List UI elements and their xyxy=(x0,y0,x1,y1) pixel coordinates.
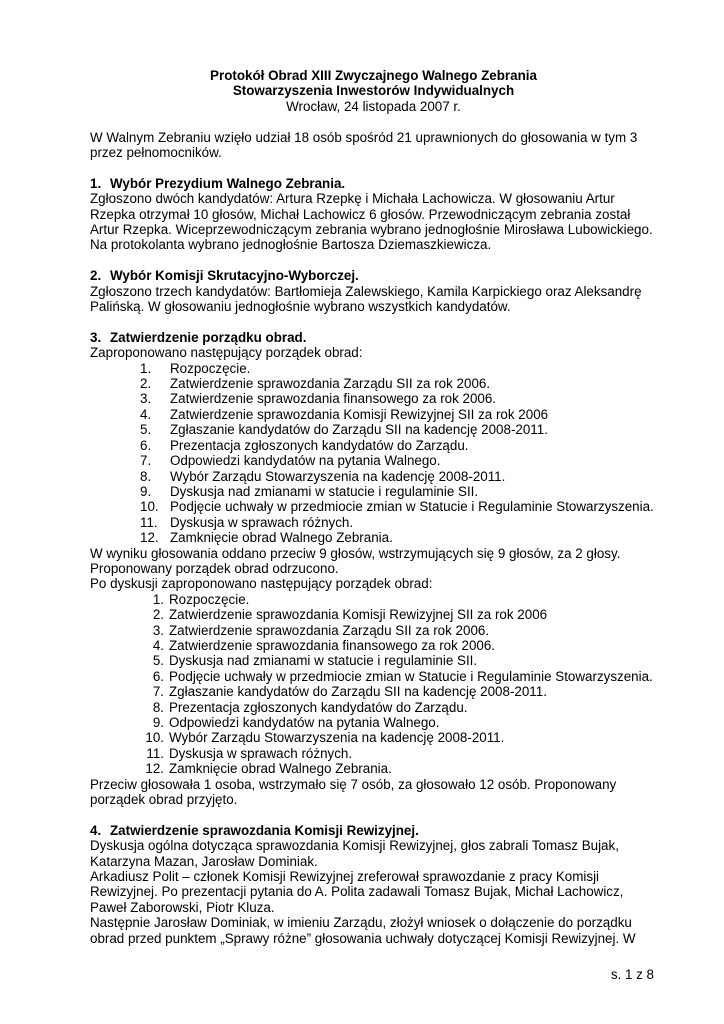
list-number: 3. xyxy=(152,622,164,638)
list-item xyxy=(90,530,657,545)
agenda-intro: Zaproponowano następujący porządek obrad: xyxy=(90,345,363,361)
list-item xyxy=(90,653,657,668)
list-number: 4. xyxy=(140,406,152,422)
list-text: Dyskusja w sprawach różnych. xyxy=(169,745,353,761)
list-text: Prezentacja zgłoszonych kandydatów do Zarządu. xyxy=(169,699,468,715)
section-1-heading xyxy=(90,176,657,191)
list-number: 8. xyxy=(140,468,152,484)
section-number: 1. xyxy=(90,175,102,191)
section-1-line: Zgłoszono dwóch kandydatów: Artura Rzepkę i Michała Lachowicza. W głosowaniu Artur xyxy=(90,191,615,207)
list-text: Rozpoczęcie. xyxy=(170,360,251,376)
list-item xyxy=(90,453,657,468)
vote-result-line: porządek obrad przyjęto. xyxy=(90,792,238,808)
list-item xyxy=(90,730,657,745)
section-4-line: Katarzyna Mazan, Jarosław Dominiak. xyxy=(90,853,318,869)
list-item xyxy=(90,623,657,638)
intro-line: przez pełnomocników. xyxy=(90,145,222,161)
document-subtitle: Stowarzyszenia Inwestorów Indywidualnych xyxy=(232,83,515,99)
list-text: Dyskusja nad zmianami w statucie i regulaminie SII. xyxy=(169,653,478,669)
list-number: 9. xyxy=(140,483,152,499)
list-number: 1. xyxy=(140,360,152,376)
list-number: 7. xyxy=(140,453,152,469)
list-text: Rozpoczęcie. xyxy=(169,591,250,607)
list-item xyxy=(90,669,657,684)
list-item xyxy=(90,746,657,761)
list-number: 11. xyxy=(146,745,164,761)
document-page xyxy=(90,68,657,946)
list-number: 5. xyxy=(152,653,164,669)
list-text: Podjęcie uchwały w przedmiocie zmian w Statucie i Regulaminie Stowarzyszenia. xyxy=(169,668,653,684)
intro-line: W Walnym Zebraniu wzięło udział 18 osób spośród 21 uprawnionych do głosowania w tym 3 xyxy=(90,129,638,145)
section-2-line: Zgłoszono trzech kandydatów: Bartłomieja Zalewskiego, Kamila Karpickiego oraz Aleksandrę xyxy=(90,283,642,299)
vote-result-line: Proponowany porządek obrad odrzucono. xyxy=(90,560,339,576)
list-number: 9. xyxy=(152,715,164,730)
list-item xyxy=(90,607,657,622)
list-number: 10. xyxy=(145,730,164,746)
list-item xyxy=(90,761,657,776)
proposed-agenda-list xyxy=(90,361,657,546)
list-item xyxy=(90,638,657,653)
list-text: Zamknięcie obrad Walnego Zebrania. xyxy=(169,761,392,777)
list-number: 5. xyxy=(140,422,152,438)
list-text: Odpowiedzi kandydatów na pytania Walnego. xyxy=(169,715,440,730)
section-1-line: Artur Rzepka. Wiceprzewodniczącym zebrania wybrano jednogłośnie Mirosława Lubowickiego. xyxy=(90,222,653,238)
section-2-heading xyxy=(90,268,657,283)
list-item xyxy=(90,484,657,499)
list-number: 6. xyxy=(140,437,152,453)
list-number: 11. xyxy=(140,514,158,530)
section-4-heading xyxy=(90,823,657,838)
vote-result-line: Przeciw głosowała 1 osoba, wstrzymało się 7 osób, za głosowało 12 osób. Proponowany xyxy=(90,776,617,792)
list-item xyxy=(90,715,657,730)
list-number: 4. xyxy=(152,637,164,653)
list-number: 2. xyxy=(152,607,164,623)
list-item xyxy=(90,469,657,484)
list-item xyxy=(90,361,657,376)
list-text: Dyskusja w sprawach różnych. xyxy=(170,514,354,530)
list-item xyxy=(90,700,657,715)
section-4-line: Rewizyjnej. Po prezentacji pytania do A. Polita zadawali Tomasz Bujak, Michał Lachowicz, xyxy=(90,884,624,900)
vote-result-line: W wyniku głosowania oddano przeciw 9 głosów, wstrzymujących się 9 głosów, za 2 głosy. xyxy=(90,545,621,561)
list-text: Zgłaszanie kandydatów do Zarządu SII na kadencję 2008-2011. xyxy=(169,684,547,700)
page-number: s. 1 z 8 xyxy=(610,967,654,982)
list-number: 12. xyxy=(145,761,164,777)
list-text: Zatwierdzenie sprawozdania finansowego za rok 2006. xyxy=(170,391,497,407)
list-number: 6. xyxy=(152,668,164,684)
list-number: 12. xyxy=(140,530,159,546)
section-4-line: Dyskusja ogólna dotycząca sprawozdania Komisji Rewizyjnej, głos zabrali Tomasz Bujak, xyxy=(90,838,619,854)
section-2-line: Palińską. W głosowaniu jednogłośnie wybrano wszystkich kandydatów. xyxy=(90,299,511,315)
list-text: Zatwierdzenie sprawozdania Komisji Rewizyjnej SII za rok 2006 xyxy=(170,406,549,422)
list-number: 7. xyxy=(152,684,164,700)
section-4-line: Następnie Jarosław Dominiak, w imieniu Zarządu, złożył wniosek o dołączenie do porządku xyxy=(90,915,632,931)
list-text: Odpowiedzi kandydatów na pytania Walnego. xyxy=(170,453,441,469)
list-item xyxy=(90,376,657,391)
section-4-line: Arkadiusz Polit – członek Komisji Rewizyjnej zreferował sprawozdanie z pracy Komisji xyxy=(90,869,600,885)
document-title: Protokół Obrad XIII Zwyczajnego Walnego Zebrania xyxy=(210,68,537,83)
agenda-intro-2: Po dyskusji zaproponowano następujący porządek obrad: xyxy=(90,576,433,592)
section-4-line: Paweł Zaborowski, Piotr Kluza. xyxy=(90,899,275,915)
section-4-line: obrad przed punktem „Sprawy różne” głosowania uchwały dotyczącej Komisji Rewizyjnej. W xyxy=(90,930,636,946)
list-number: 2. xyxy=(140,376,152,392)
section-title: Wybór Komisji Skrutacyjno-Wyborczej. xyxy=(110,268,359,284)
list-text: Zatwierdzenie sprawozdania Zarządu SII za rok 2006. xyxy=(169,622,490,638)
list-item xyxy=(90,684,657,699)
section-title: Wybór Prezydium Walnego Zebrania. xyxy=(110,175,346,191)
list-text: Dyskusja nad zmianami w statucie i regulaminie SII. xyxy=(170,483,479,499)
list-number: 1. xyxy=(152,591,164,607)
list-item xyxy=(90,592,657,607)
list-text: Prezentacja zgłoszonych kandydatów do Zarządu. xyxy=(170,437,469,453)
list-item xyxy=(90,422,657,437)
section-3-heading xyxy=(90,330,657,345)
section-number: 3. xyxy=(90,329,102,345)
section-number: 4. xyxy=(90,822,102,838)
accepted-agenda-list xyxy=(90,592,657,777)
list-text: Zatwierdzenie sprawozdania finansowego za rok 2006. xyxy=(169,637,496,653)
list-item xyxy=(90,407,657,422)
list-text: Wybór Zarządu Stowarzyszenia na kadencję 2008-2011. xyxy=(169,730,505,746)
section-title: Zatwierdzenie sprawozdania Komisji Rewizyjnej. xyxy=(110,822,419,838)
section-1-line: Rzepka otrzymał 10 głosów, Michał Lachowicz 6 głosów. Przewodniczącym zebrania został xyxy=(90,206,631,222)
section-number: 2. xyxy=(90,268,102,284)
section-title: Zatwierdzenie porządku obrad. xyxy=(110,329,307,345)
place-date: Wrocław, 24 listopada 2007 r. xyxy=(286,98,461,114)
list-item xyxy=(90,391,657,406)
list-item xyxy=(90,499,657,514)
list-text: Zatwierdzenie sprawozdania Zarządu SII za rok 2006. xyxy=(170,376,491,392)
list-item xyxy=(90,438,657,453)
list-text: Zamknięcie obrad Walnego Zebrania. xyxy=(170,530,393,546)
list-text: Zatwierdzenie sprawozdania Komisji Rewizyjnej SII za rok 2006 xyxy=(169,607,548,623)
list-number: 3. xyxy=(140,391,152,407)
section-1-line: Na protokolanta wybrano jednogłośnie Bartosza Dziemaszkiewicza. xyxy=(90,237,492,253)
list-number: 8. xyxy=(152,699,164,715)
list-text: Zgłaszanie kandydatów do Zarządu SII na kadencję 2008-2011. xyxy=(170,422,548,438)
list-number: 10. xyxy=(140,499,159,515)
list-text: Wybór Zarządu Stowarzyszenia na kadencję 2008-2011. xyxy=(170,468,506,484)
list-item xyxy=(90,515,657,530)
list-text: Podjęcie uchwały w przedmiocie zmian w Statucie i Regulaminie Stowarzyszenia. xyxy=(170,499,654,515)
